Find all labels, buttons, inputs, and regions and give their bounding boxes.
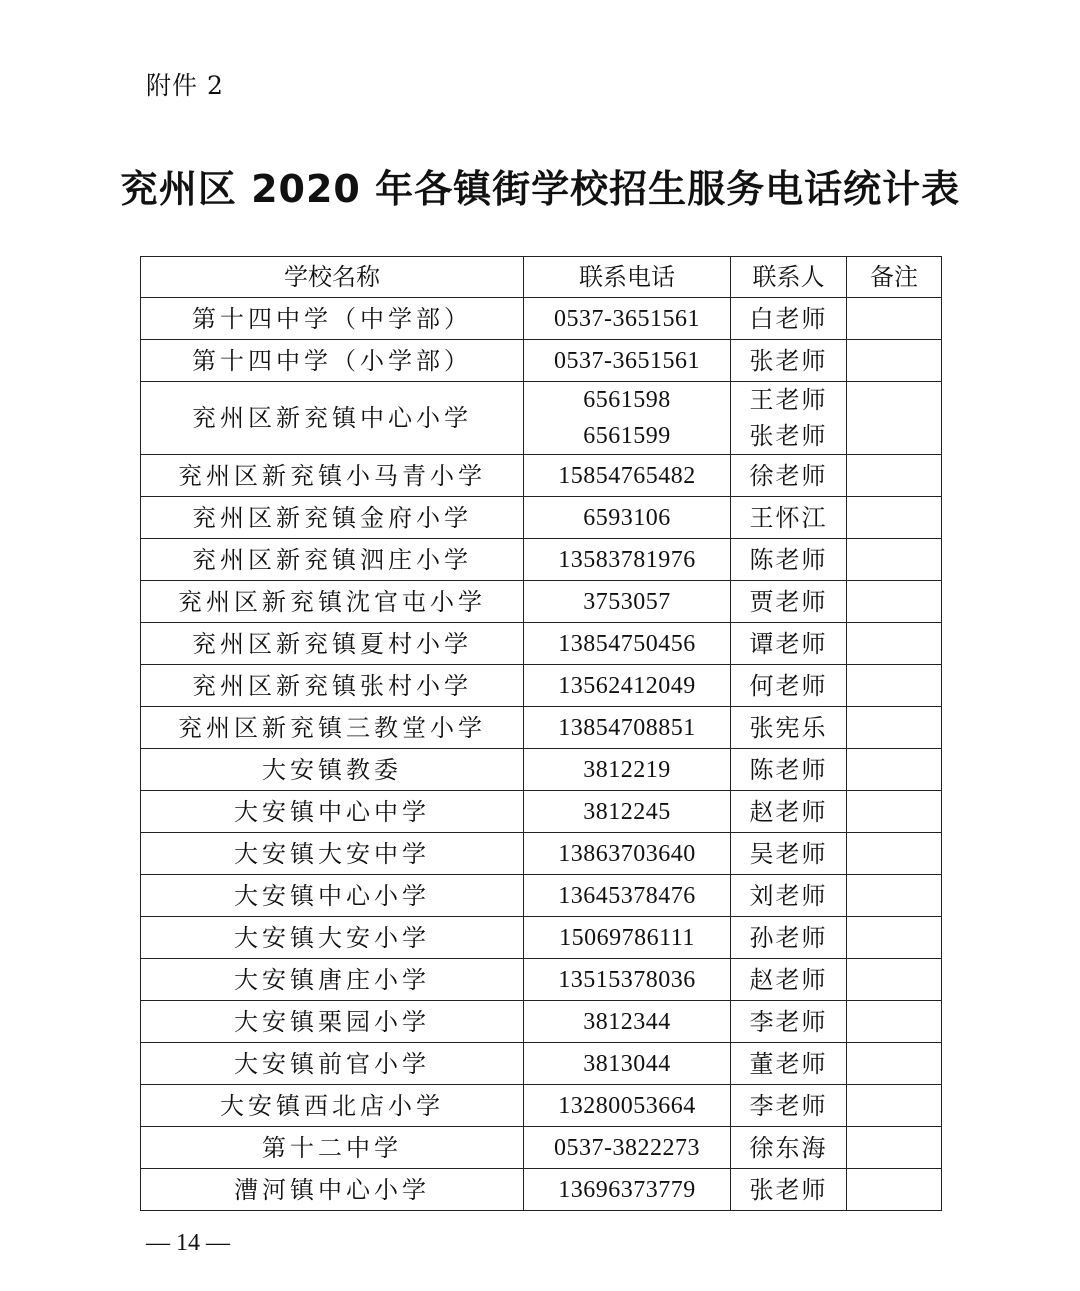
contact-person: 张老师 (749, 346, 828, 375)
phone-number: 13280053664 (558, 1092, 696, 1119)
contact-cell (731, 791, 847, 833)
phone-cell (524, 581, 731, 623)
phone-number: 13645378476 (558, 882, 696, 909)
phone-cell (524, 665, 731, 707)
phone-cell (524, 539, 731, 581)
school-name-cell: 大安镇栗园小学 (141, 1001, 524, 1043)
table-row (141, 749, 942, 791)
school-name-cell: 大安镇大安中学 (141, 833, 524, 875)
table-row (141, 875, 942, 917)
phone-number: 0537-3822273 (554, 1134, 700, 1161)
school-name-cell: 大安镇中心小学 (141, 875, 524, 917)
table-row (141, 833, 942, 875)
table-row (141, 1043, 942, 1085)
table-row (141, 298, 942, 340)
remark-cell (847, 623, 942, 665)
table-row (141, 1169, 942, 1211)
table-row (141, 382, 942, 455)
phone-cell (524, 917, 731, 959)
phone-number: 6561599 (583, 423, 671, 449)
school-name-cell: 第十二中学 (141, 1127, 524, 1169)
remark-cell (847, 340, 942, 382)
phone-cell (524, 959, 731, 1001)
contact-person: 谭老师 (749, 629, 828, 658)
contact-cell (731, 298, 847, 340)
table-row (141, 917, 942, 959)
table-row (141, 1127, 942, 1169)
table-row (141, 497, 942, 539)
phone-number: 13696373779 (558, 1176, 696, 1203)
phone-cell (524, 1085, 731, 1127)
contact-person: 王怀江 (749, 503, 828, 532)
contact-person: 张宪乐 (749, 713, 828, 742)
contact-person: 孙老师 (749, 923, 828, 952)
phone-number: 13854750456 (558, 630, 696, 657)
remark-cell (847, 298, 942, 340)
school-name-cell: 第十四中学（小学部） (141, 340, 524, 382)
table-row (141, 581, 942, 623)
school-name-cell: 兖州区新兖镇中心小学 (141, 382, 524, 455)
remark-cell (847, 959, 942, 1001)
phone-number: 13863703640 (558, 840, 696, 867)
phone-number: 3812219 (583, 756, 671, 783)
contact-cell (731, 1001, 847, 1043)
remark-cell (847, 707, 942, 749)
phone-number: 13515378036 (558, 966, 696, 993)
school-name-cell: 兖州区新兖镇金府小学 (141, 497, 524, 539)
phone-cell (524, 1127, 731, 1169)
phone-number: 6561598 (583, 387, 671, 413)
remark-cell (847, 539, 942, 581)
school-name-cell: 兖州区新兖镇小马青小学 (141, 455, 524, 497)
contact-cell (731, 623, 847, 665)
contact-person: 董老师 (749, 1049, 828, 1078)
contact-cell (731, 749, 847, 791)
school-name-cell: 兖州区新兖镇三教堂小学 (141, 707, 524, 749)
table-row (141, 959, 942, 1001)
table-row (141, 665, 942, 707)
phone-number: 3753057 (583, 588, 671, 615)
phone-number: 15854765482 (558, 462, 696, 489)
contact-person: 赵老师 (749, 797, 828, 826)
school-name-cell: 大安镇大安小学 (141, 917, 524, 959)
school-name-cell: 大安镇教委 (141, 749, 524, 791)
school-name-cell: 大安镇中心中学 (141, 791, 524, 833)
remark-cell (847, 1001, 942, 1043)
phone-cell (524, 623, 731, 665)
school-name-cell: 第十四中学（中学部） (141, 298, 524, 340)
table-row (141, 707, 942, 749)
contact-person: 刘老师 (749, 881, 828, 910)
table-row (141, 455, 942, 497)
remark-cell (847, 833, 942, 875)
phone-number: 3812344 (583, 1008, 671, 1035)
remark-cell (847, 455, 942, 497)
remark-cell (847, 665, 942, 707)
contact-person: 赵老师 (749, 965, 828, 994)
contact-person: 张老师 (749, 422, 828, 450)
remark-cell (847, 1127, 942, 1169)
contact-cell (731, 707, 847, 749)
table-row (141, 623, 942, 665)
contact-cell (731, 497, 847, 539)
contact-person: 王老师 (749, 386, 828, 414)
table-row (141, 1085, 942, 1127)
phone-number: 13854708851 (558, 714, 696, 741)
school-phone-table (140, 256, 942, 1211)
contact-person: 李老师 (749, 1007, 828, 1036)
remark-cell (847, 581, 942, 623)
phone-cell (524, 497, 731, 539)
phone-number: 13562412049 (558, 672, 696, 699)
school-name-cell: 兖州区新兖镇夏村小学 (141, 623, 524, 665)
contact-person: 陈老师 (749, 545, 828, 574)
contact-person: 白老师 (749, 304, 828, 333)
contact-cell (731, 959, 847, 1001)
phone-cell (524, 382, 731, 455)
school-name-cell: 兖州区新兖镇泗庄小学 (141, 539, 524, 581)
contact-person: 陈老师 (749, 755, 828, 784)
phone-number: 13583781976 (558, 546, 696, 573)
remark-cell (847, 1085, 942, 1127)
contact-person: 贾老师 (749, 587, 828, 616)
school-name-cell: 漕河镇中心小学 (141, 1169, 524, 1211)
phone-number: 0537-3651561 (554, 347, 700, 374)
school-name-cell: 大安镇唐庄小学 (141, 959, 524, 1001)
contact-person: 吴老师 (749, 839, 828, 868)
contact-cell (731, 581, 847, 623)
remark-cell (847, 382, 942, 455)
table-row (141, 340, 942, 382)
phone-cell (524, 791, 731, 833)
contact-cell (731, 340, 847, 382)
contact-cell (731, 1043, 847, 1085)
contact-person: 徐老师 (749, 461, 828, 490)
contact-person: 张老师 (749, 1175, 828, 1204)
contact-person: 李老师 (749, 1091, 828, 1120)
remark-cell (847, 1169, 942, 1211)
header-school-name: 学校名称 (141, 257, 524, 298)
phone-number: 15069786111 (559, 924, 695, 951)
table-row (141, 1001, 942, 1043)
contact-cell (731, 917, 847, 959)
table-row (141, 539, 942, 581)
contact-cell (731, 1085, 847, 1127)
remark-cell (847, 791, 942, 833)
contact-cell (731, 875, 847, 917)
phone-cell (524, 1043, 731, 1085)
school-name-cell: 兖州区新兖镇张村小学 (141, 665, 524, 707)
remark-cell (847, 749, 942, 791)
phone-number: 0537-3651561 (554, 305, 700, 332)
header-phone: 联系电话 (524, 257, 731, 298)
school-name-cell: 兖州区新兖镇沈官屯小学 (141, 581, 524, 623)
contact-cell (731, 1169, 847, 1211)
phone-cell (524, 298, 731, 340)
contact-cell (731, 665, 847, 707)
contact-cell (731, 455, 847, 497)
contact-cell (731, 833, 847, 875)
page-number: — 14 — (146, 1230, 230, 1256)
phone-cell (524, 340, 731, 382)
remark-cell (847, 497, 942, 539)
phone-number: 3813044 (583, 1050, 671, 1077)
phone-cell (524, 1169, 731, 1211)
page-title: 兖州区 2020 年各镇街学校招生服务电话统计表 (119, 167, 961, 211)
remark-cell (847, 1043, 942, 1085)
table-header-row (141, 257, 942, 298)
header-contact: 联系人 (731, 257, 847, 298)
phone-cell (524, 1001, 731, 1043)
phone-cell (524, 833, 731, 875)
contact-cell (731, 1127, 847, 1169)
phone-cell (524, 707, 731, 749)
phone-cell (524, 455, 731, 497)
remark-cell (847, 917, 942, 959)
phone-cell (524, 749, 731, 791)
remark-cell (847, 875, 942, 917)
school-name-cell: 大安镇西北店小学 (141, 1085, 524, 1127)
contact-person: 何老师 (749, 671, 828, 700)
phone-number: 3812245 (583, 798, 671, 825)
phone-number: 6593106 (583, 504, 671, 531)
header-remark: 备注 (847, 257, 942, 298)
table-body (141, 298, 942, 1211)
table-row (141, 791, 942, 833)
phone-cell (524, 875, 731, 917)
contact-person: 徐东海 (749, 1133, 828, 1162)
attachment-label: 附件 2 (146, 71, 224, 100)
contact-cell (731, 382, 847, 455)
contact-cell (731, 539, 847, 581)
school-name-cell: 大安镇前官小学 (141, 1043, 524, 1085)
